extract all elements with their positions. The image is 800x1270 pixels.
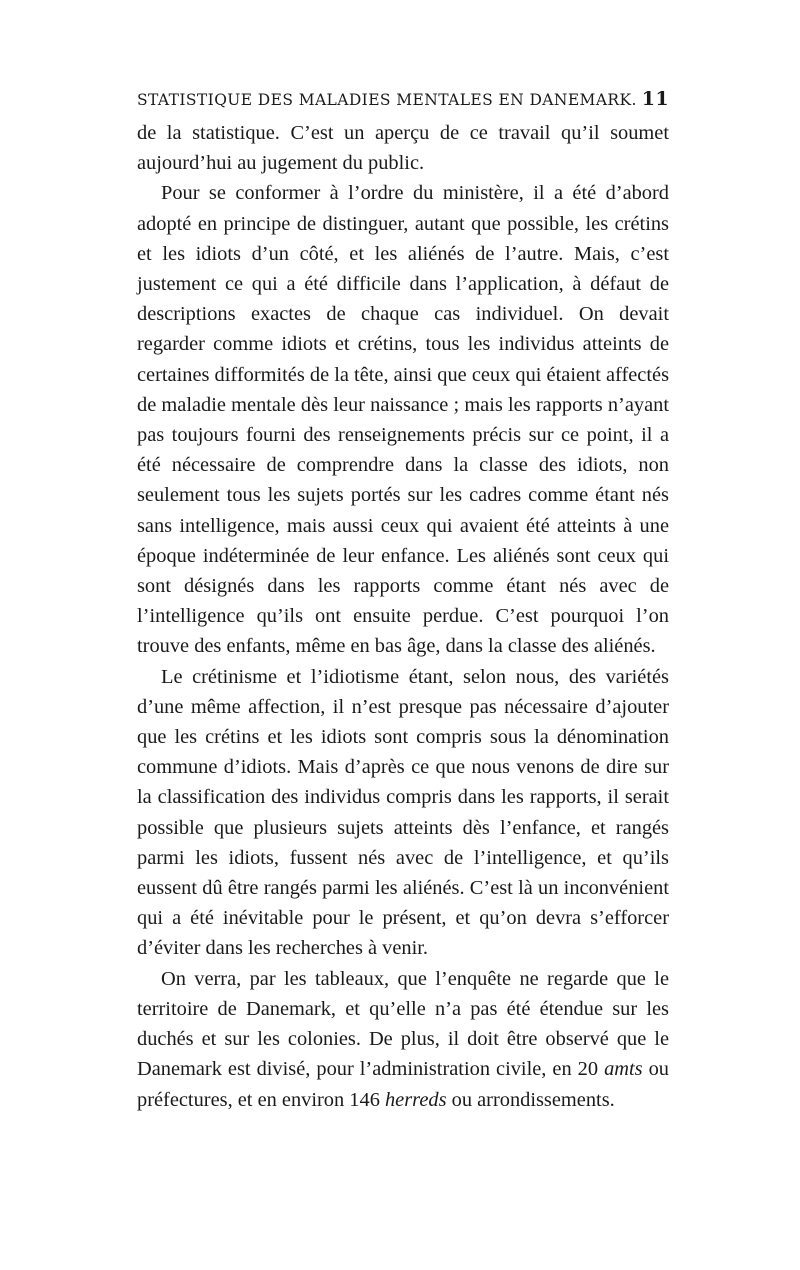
term-herreds: herreds	[384, 1088, 447, 1111]
territory-text-middle: ou préfectures, et en environ 146	[137, 1058, 669, 1111]
territory-text-start: On verra, par les tableaux, que l’enquête ne regarde que le territoire de Danemark, et qu’elle n’a pas été étendue sur les duchés et sur les colonies. De plus, il doit être observé que le Danemark est divisé, pour l’administration civile, en 20	[137, 967, 669, 1081]
paragraph-classification: Pour se conformer à l’ordre du ministère, il a été d’abord adopté en principe de distinguer, autant que possible, les crétins et les idiots d’un côté, et les aliénés de l’autre. Mais, c’est justement ce qui a été difficile dans l’application, à défaut de descriptions exactes de chaque cas individuel. On devait regarder comme idiots et crétins, tous les individus atteints de certaines difformités de la tête, ainsi que ceux qui étaient affectés de maladie mentale dès leur naissance ; mais les rapports n’ayant pas toujours fourni des renseignements précis sur ce point, il a été nécessaire de comprendre dans la classe des idiots, non seulement tous les sujets portés sur les cadres comme étant nés sans intelligence, mais aussi ceux qui avaient été atteints à une époque indéterminée de leur enfance. Les aliénés sont ceux qui sont désignés dans les rapports comme étant nés avec de l’intelligence qu’ils ont ensuite perdue. C’est pourquoi l’on trouve des enfants, même en bas âge, dans la classe des aliénés.	[137, 182, 670, 658]
territory-text-end: ou arrondissements.	[446, 1088, 615, 1111]
paragraph-continuation: de la statistique. C’est un aperçu de ce travail qu’il soumet aujourd’hui au jugement du public.	[137, 122, 669, 175]
term-amts: amts	[604, 1058, 643, 1081]
running-title: STATISTIQUE DES MALADIES MENTALES EN DANEMARK.	[137, 91, 637, 109]
paragraph-territory	[137, 964, 669, 1115]
book-page	[137, 88, 669, 1115]
body-text	[137, 118, 669, 1115]
paragraph-cretinism: Le crétinisme et l’idiotisme étant, selon nous, des variétés d’une même affection, il n’est presque pas nécessaire d’ajouter que les crétins et les idiots sont compris sous la dénomination commune d’idiots. Mais d’après ce que nous venons de dire sur la classification des individus compris dans les rapports, il serait possible que plusieurs sujets atteints dès l’enfance, et rangés parmi les idiots, fussent nés avec de l’intelligence, et qu’ils eussent dû être rangés parmi les aliénés. C’est là un inconvénient qui a été inévitable pour le présent, et qu’on devra s’efforcer d’éviter dans les recherches à venir.	[137, 665, 669, 960]
page-number: 11	[641, 88, 669, 110]
running-head	[137, 88, 669, 110]
